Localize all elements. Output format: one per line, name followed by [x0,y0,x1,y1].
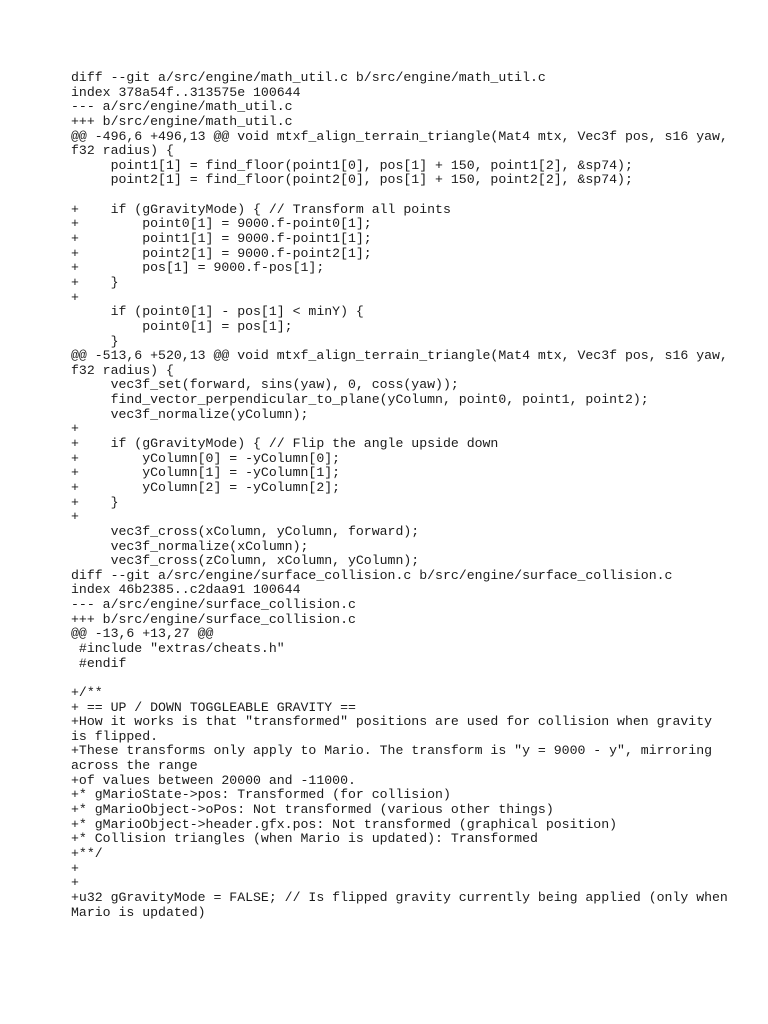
diff-line: + if (gGravityMode) { // Flip the angle upside down [71,436,499,452]
diff-line: Mario is updated) [71,904,206,920]
diff-line: vec3f_cross(zColumn, xColumn, yColumn); [71,553,420,569]
diff-line: +/** [71,684,103,700]
diff-line: +* gMarioState->pos: Transformed (for collision) [71,787,451,803]
diff-line: +* Collision triangles (when Mario is updated): Transformed [71,831,538,847]
diff-line: point0[1] = pos[1]; [71,318,293,334]
diff-line: + point2[1] = 9000.f-point2[1]; [71,245,372,261]
diff-line: vec3f_cross(xColumn, yColumn, forward); [71,523,420,539]
diff-line: @@ -13,6 +13,27 @@ [71,626,214,642]
diff-line: point1[1] = find_floor(point1[0], pos[1] + 150, point1[2], &sp74); [71,157,633,173]
diff-line: find_vector_perpendicular_to_plane(yColumn, point0, point1, point2); [71,392,649,408]
diff-line: + if (gGravityMode) { // Transform all points [71,201,451,217]
diff-line: +u32 gGravityMode = FALSE; // Is flipped gravity currently being applied (only when [71,889,728,905]
diff-line: + point0[1] = 9000.f-point0[1]; [71,216,372,232]
diff-line: + [71,875,79,891]
diff-line: #include "extras/cheats.h" [71,640,285,656]
diff-line: + [71,289,79,305]
diff-line: +**/ [71,845,103,861]
diff-line: + yColumn[2] = -yColumn[2]; [71,479,341,495]
diff-line: f32 radius) { [71,362,174,378]
diff-line: +++ b/src/engine/surface_collision.c [71,611,356,627]
diff-line [71,188,711,203]
diff-line: vec3f_normalize(xColumn); [71,538,309,554]
diff-line: diff --git a/src/engine/surface_collision.c b/src/engine/surface_collision.c [71,567,673,583]
diff-line: @@ -496,6 +496,13 @@ void mtxf_align_terrain_triangle(Mat4 mtx, Vec3f pos, s16 yaw, [71,128,728,144]
diff-line: + [71,509,79,525]
diff-line: + yColumn[1] = -yColumn[1]; [71,465,341,481]
diff-line: + == UP / DOWN TOGGLEABLE GRAVITY == [71,699,356,715]
diff-line [71,671,711,686]
diff-line: + [71,860,79,876]
diff-line: --- a/src/engine/surface_collision.c [71,597,356,613]
diff-line: --- a/src/engine/math_util.c [71,99,293,115]
diff-line: +* gMarioObject->oPos: Not transformed (various other things) [71,802,554,818]
diff-line: + [71,421,79,437]
diff-line: +* gMarioObject->header.gfx.pos: Not transformed (graphical position) [71,816,618,832]
diff-line: + } [71,494,119,510]
diff-line: if (point0[1] - pos[1] < minY) { [71,304,364,320]
diff-line: vec3f_set(forward, sins(yaw), 0, coss(yaw)); [71,377,459,393]
diff-line: diff --git a/src/engine/math_util.c b/src/engine/math_util.c [71,70,546,85]
diff-line: + pos[1] = 9000.f-pos[1]; [71,260,325,276]
diff-line: vec3f_normalize(yColumn); [71,406,309,422]
diff-line: @@ -513,6 +520,13 @@ void mtxf_align_terrain_triangle(Mat4 mtx, Vec3f pos, s16 yaw, [71,348,728,364]
diff-line: + point1[1] = 9000.f-point1[1]; [71,231,372,247]
diff-line: +++ b/src/engine/math_util.c [71,113,293,129]
diff-line: + yColumn[0] = -yColumn[0]; [71,450,341,466]
diff-line: + } [71,274,119,290]
diff-line: is flipped. [71,728,159,744]
diff-line: #endif [71,655,127,671]
diff-document [71,70,728,920]
diff-line: } [71,333,119,349]
diff-line: index 378a54f..313575e 100644 [71,84,301,100]
diff-line: index 46b2385..c2daa91 100644 [71,582,301,598]
diff-line: +How it works is that "transformed" positions are used for collision when gravity [71,714,713,730]
diff-line: f32 radius) { [71,143,174,159]
diff-line: +These transforms only apply to Mario. The transform is "y = 9000 - y", mirroring [71,743,713,759]
diff-line: across the range [71,758,198,774]
diff-line: point2[1] = find_floor(point2[0], pos[1] + 150, point2[2], &sp74); [71,172,633,188]
diff-line: +of values between 20000 and -11000. [71,772,356,788]
